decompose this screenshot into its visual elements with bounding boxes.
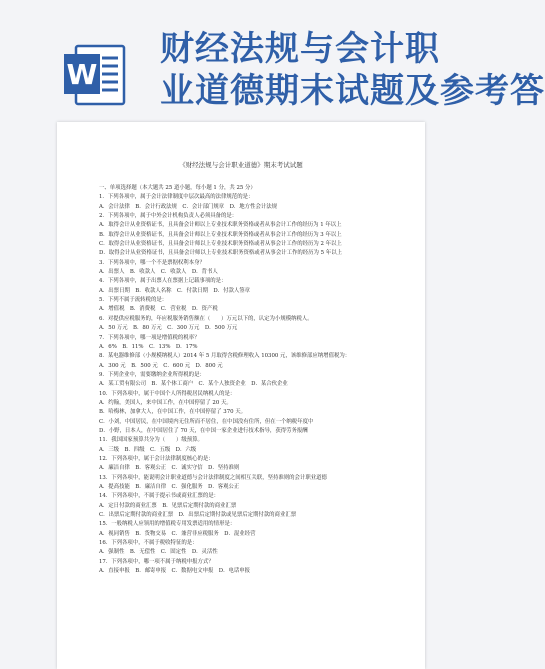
exam-line: 5．下列不属于流转税的是： (99, 297, 168, 304)
exam-line: A．出票人 B．收款人 C．收款人 D．背书人 (99, 269, 218, 276)
exam-line: A．增值税 B．消费税 C．营业税 D．资产税 (99, 306, 218, 313)
exam-line: D．小野，日本人，在中国居住了 70 天，在中国一家企业进行技术指导，获得劳务报酬 (99, 427, 308, 434)
exam-line: 4．下列各项中，属于出票人在票据上记载事项的是： (99, 278, 227, 285)
exam-line: C．取得会计从业资格证书，且具备会计师以上专业技术职务资格或者从事会计工作的经历为 2 年以上 (99, 241, 342, 248)
exam-line: A．某工贸有限公司 B．某个体工商户 C．某个人独资企业 D．某合伙企业 (99, 381, 288, 388)
exam-line: 6．对提供应税服务的，年应税服务销售额在（ ）万元以下的，认定为小规模纳税人。 (99, 315, 313, 322)
exam-line: A．取得会计从业资格证书，且具备会计师以上专业技术职务资格或者从事会计工作的经历为 1 年以上 (99, 222, 342, 229)
document-banner (0, 0, 545, 120)
exam-line: 13．下列各项中，能说明会计职业道德与会计法律制度之间相互关联，坚持准则的会计职业道德 (99, 474, 327, 481)
document-title-line: 业道德期末试题及参考答 (160, 71, 545, 111)
exam-line: 12．下列各项中，属于会计法律制度核心的是： (99, 455, 214, 462)
exam-line: A．提高技能 B．廉洁自律 C．强化服务 D．客观公正 (99, 484, 240, 490)
exam-line: 9．下列企业中，需要缴纳企业所得税的是： (99, 371, 205, 378)
exam-line: A．定日付款的商业汇票 B．见票后定期付款的商业汇票 (99, 502, 237, 509)
exam-line: 8．某电器维修部（小规模纳税人）2014 年 5 月取得含税修理收入 10300 元，该维修部应纳增值税为： (99, 353, 351, 360)
exam-line: 10．下列各项中，属于中国个人所得税居民纳税人的是： (99, 390, 236, 397)
document-title-line: 财经法规与会计职 (160, 29, 440, 69)
exam-line: 3．下列各项中，哪一个不是票据权利本身？ (99, 259, 205, 266)
exam-line: C．出票后定期付款的商业汇票 D．出票后定期付款或见票后定期付款的商业汇票 (99, 512, 297, 519)
exam-body (99, 184, 419, 576)
exam-line: B．取得会计从业资格证书，且具备会计师以上专业技术职务资格或者从事会计工作的经历为 3 年以上 (99, 231, 342, 238)
exam-line: 14．下列各项中，不属于提示书或商业汇票的是： (99, 493, 220, 500)
exam-line: A．6% B．11% C．13% D．17% (99, 343, 198, 350)
exam-line: D．取得会计从业资格证书，且具备会计师以上专业技术职务资格或者从事会计工作的经历为 5 年以上 (99, 250, 342, 257)
exam-line: 15．一般纳税人应领用的增值税专用发票适用的情形是： (99, 521, 236, 528)
exam-line: 7．下列各项中，哪一项是增值税的税率？ (99, 334, 200, 341)
exam-line: A．300 元 B．500 元 C．600 元 D．800 元 (99, 362, 223, 369)
document-page (57, 122, 425, 669)
word-document-icon (62, 42, 128, 108)
exam-line: A．直接申报 B．邮寄申报 C．数据电文申报 D．电话申报 (99, 568, 251, 575)
exam-line: 11．我国国家预算共分为（ ）级预算。 (99, 437, 203, 444)
exam-line: A．廉洁自律 B．客观公正 C．诚实守信 D．坚持准则 (99, 465, 240, 472)
word-icon-letter: W (66, 58, 98, 91)
exam-line: 2．下列各项中，属于中外会计机构负责人必须具备的是： (99, 213, 238, 220)
document-title (160, 28, 545, 112)
exam-line: A．三级 B．四级 C．五级 D．六级 (99, 446, 197, 453)
exam-line: 16．下列各项中，不属于税收特征的是： (99, 540, 198, 547)
exam-line: B．哈梅林，加拿大人，在中国工作，在中国停留了 370 天。 (99, 409, 247, 416)
exam-line: 17．下列各项中，哪一项不属于纳税申报方式？ (99, 558, 214, 565)
exam-line: C．小刘，中国居民，在中国境内无住所而不居住，在中国没有住所，但在一个纳税年度中 (99, 418, 314, 425)
exam-line: A．50 万元 B．80 万元 C．300 万元 D．500 万元 (99, 325, 238, 332)
exam-line: A．约翰，美国人，来中国工作，在中国停留了 20 天。 (99, 399, 232, 406)
exam-line: A．视同销售 B．货物交易 C．兼营非应税服务 D．混业经营 (99, 530, 256, 537)
exam-line: A．出票日期 B．收款人名称 C．付款日期 D．付款人签章 (99, 287, 251, 294)
exam-line: A．会计法律 B．会计行政法规 C．会计部门规章 D．地方性会计法规 (99, 203, 278, 210)
exam-line: 一、单项选择题（本大题共 25 道小题，每小题 1 分，共 25 分） (99, 185, 256, 191)
exam-heading: 《财经法规与会计职业道德》期末考试试题 (179, 161, 303, 169)
exam-line: A．强制性 B．无偿性 C．固定性 D．灵活性 (99, 549, 218, 556)
exam-line: 1．下列各项中，属于会计法律制度中层次最高的法律规范的是： (99, 194, 254, 201)
